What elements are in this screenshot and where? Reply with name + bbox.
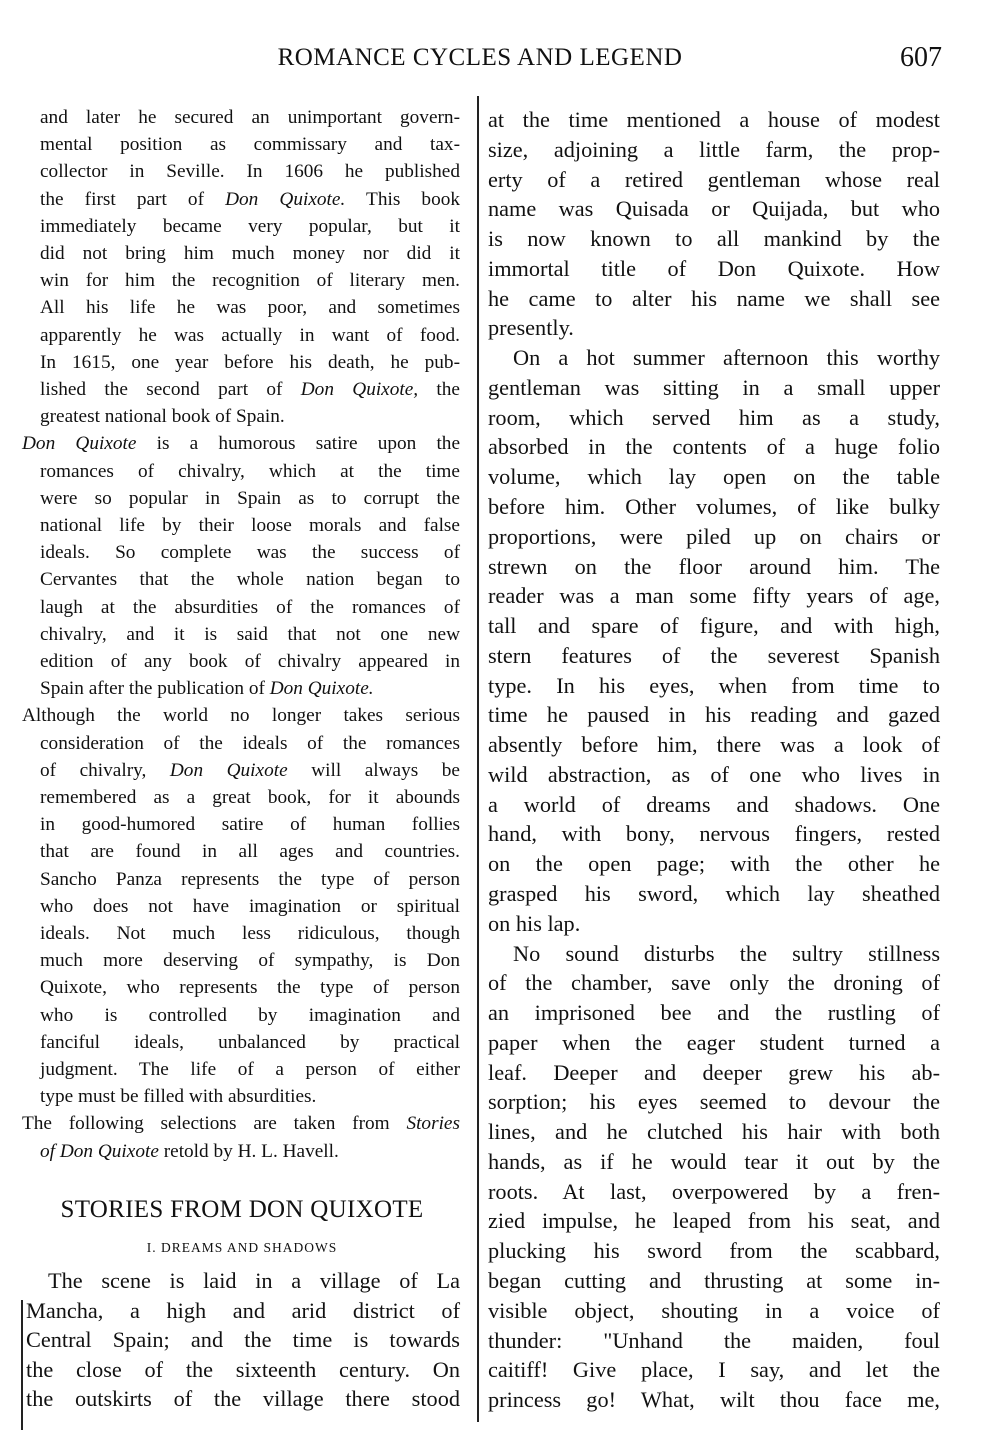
text-segment: presently.: [488, 315, 574, 341]
text-line: [488, 1177, 940, 1207]
text-line: [40, 158, 460, 185]
text-segment: leaf. Deeper and deeper grew his ab-: [488, 1059, 940, 1085]
text-line: [488, 1266, 940, 1296]
text-segment: All his life he was poor, and sometimes: [40, 297, 460, 319]
text-segment: grasped his sword, which lay sheathed: [488, 881, 940, 907]
text-segment: began cutting and thrusting at some in-: [488, 1268, 940, 1294]
text-line: [488, 552, 940, 582]
text-line: [488, 968, 940, 998]
text-line: [488, 1385, 940, 1415]
text-line: [488, 909, 940, 939]
text-segment: This book: [345, 188, 460, 210]
text-line: [40, 240, 460, 267]
text-line: [488, 432, 940, 462]
text-segment: retold by H. L. Havell.: [158, 1140, 339, 1162]
text-line: [40, 675, 460, 702]
text-line: [40, 1138, 460, 1165]
text-line: [26, 1325, 460, 1355]
text-segment: fanciful ideals, unbalanced by practical: [40, 1031, 460, 1053]
text-segment: wild abstraction, as of one who lives in: [488, 761, 940, 787]
text-line: [488, 1058, 940, 1088]
italic-title: Don Quixote.: [225, 188, 346, 210]
text-segment: and later he secured an unimportant govern-: [40, 107, 460, 128]
running-title: ROMANCE CYCLES AND LEGEND: [277, 44, 683, 71]
text-line: [40, 811, 460, 838]
text-segment: zied impulse, he leaped from his seat, and: [488, 1208, 940, 1234]
text-segment: Quixote, who represents the type of person: [40, 977, 460, 999]
text-line: [40, 213, 460, 240]
italic-title: Don Quixote.: [269, 678, 374, 700]
text-segment: plucking his sword from the scabbard,: [488, 1238, 940, 1264]
text-segment: edition of any book of chivalry appeared in: [40, 651, 460, 672]
text-segment: No sound disturbs the sultry stillness: [513, 940, 940, 966]
text-segment: thunder: "Unhand the maiden, foul: [488, 1327, 940, 1353]
text-segment: Cervantes that the whole nation began to: [40, 569, 460, 591]
text-segment: win for him the recognition of literary men.: [40, 270, 460, 292]
text-line: [40, 1083, 460, 1110]
text-line: [488, 730, 940, 760]
text-segment: size, adjoining a little farm, the prop-: [488, 136, 940, 162]
text-line: [40, 1002, 460, 1029]
text-line: [488, 1296, 940, 1326]
text-line: [488, 462, 940, 492]
text-line: [488, 879, 940, 909]
text-line: [488, 581, 940, 611]
text-line: [48, 1266, 460, 1296]
text-segment: were so popular in Spain as to corrupt the: [40, 487, 460, 509]
text-segment: caitiff! Give place, I say, and let the: [488, 1357, 940, 1383]
text-line: [488, 313, 940, 343]
text-segment: before him. Other volumes, of like bulky: [488, 494, 940, 519]
text-line: [488, 135, 940, 165]
text-line: [488, 1355, 940, 1385]
italic-title: Don Quixote,: [300, 379, 419, 400]
text-line: [488, 998, 940, 1028]
text-segment: visible object, shouting in a voice of: [488, 1297, 940, 1323]
text-line: [40, 866, 460, 893]
text-segment: lished the second part of: [40, 379, 301, 400]
text-segment: name was Quisada or Quijada, but who: [488, 196, 940, 222]
text-segment: hands, as if he would tear it out by the: [488, 1148, 940, 1174]
text-segment: paper when the eager student turned a: [488, 1029, 940, 1055]
text-segment: is now known to all mankind by the: [488, 226, 940, 252]
text-line: [488, 1147, 940, 1177]
text-segment: volume, which lay open on the table: [488, 464, 940, 490]
section-title: STORIES FROM DON QUIXOTE: [60, 1196, 424, 1223]
text-line: [26, 1296, 460, 1326]
text-segment: tall and spare of figure, and with high,: [488, 613, 940, 639]
text-line: [40, 376, 460, 403]
text-segment: greatest national book of Spain.: [40, 406, 285, 428]
text-line: [40, 566, 460, 593]
text-line: [488, 790, 940, 820]
text-segment: romances of chivalry, which at the time: [40, 460, 460, 482]
text-segment: is a humorous satire upon the: [136, 433, 460, 455]
text-line: [488, 1028, 940, 1058]
text-segment: stern features of the severest Spanish: [488, 642, 940, 668]
text-line: [488, 641, 940, 671]
text-line: [40, 838, 460, 865]
text-segment: reader was a man some fifty years of age,: [488, 583, 940, 609]
page-number: 607: [900, 42, 942, 73]
text-line: [488, 1087, 940, 1117]
italic-title: Don Quixote: [169, 759, 288, 781]
text-line: [40, 621, 460, 648]
text-line: [40, 1056, 460, 1083]
text-segment: collector in Seville. In 1606 he published: [40, 161, 460, 183]
text-line: [488, 671, 940, 701]
text-segment: gentleman was sitting in a small upper: [488, 374, 940, 400]
text-line: [40, 186, 460, 213]
text-segment: immediately became very popular, but it: [40, 215, 460, 237]
text-segment: Although the world no longer takes serious: [22, 705, 460, 727]
text-segment: judgment. The life of a person of either: [40, 1059, 460, 1080]
text-segment: sorption; his eyes seemed to devour the: [488, 1089, 940, 1115]
text-segment: will always be: [287, 759, 460, 781]
text-line: [26, 1355, 460, 1385]
text-line: [488, 194, 940, 224]
text-line: [488, 849, 940, 879]
text-line: [40, 1029, 460, 1056]
text-segment: did not bring him much money nor did it: [40, 243, 460, 264]
text-line: [22, 1110, 460, 1137]
text-segment: hand, with bony, nervous fingers, rested: [488, 821, 940, 847]
text-segment: Mancha, a high and arid district of: [26, 1297, 460, 1323]
italic-title: Don Quixote: [22, 433, 137, 455]
text-line: [488, 522, 940, 552]
text-line: [40, 458, 460, 485]
text-segment: consideration of the ideals of the romances: [40, 732, 460, 754]
text-line: [26, 1384, 460, 1414]
text-segment: strewn on the floor around him. The: [488, 553, 940, 579]
text-line: [513, 343, 940, 373]
text-line: [488, 492, 940, 522]
text-line: [40, 403, 460, 430]
text-line: [40, 920, 460, 947]
text-line: [488, 1117, 940, 1147]
text-line: [40, 730, 460, 757]
text-line: [40, 322, 460, 349]
text-segment: chivalry, and it is said that not one new: [40, 623, 460, 645]
text-line: [488, 611, 940, 641]
text-segment: ideals. Not much less ridiculous, though: [40, 923, 460, 944]
italic-title: of Don Quixote: [40, 1140, 159, 1162]
text-segment: lines, and he clutched his hair with both: [488, 1119, 940, 1145]
italic-title: Stories: [406, 1113, 460, 1135]
text-segment: absently before him, there was a look of: [488, 732, 940, 758]
text-line: [40, 974, 460, 1001]
text-segment: he came to alter his name we shall see: [488, 285, 940, 311]
text-segment: a world of dreams and shadows. One: [488, 791, 940, 817]
text-segment: apparently he was actually in want of food.: [40, 324, 460, 346]
text-line: [488, 224, 940, 254]
text-segment: The scene is laid in a village of La: [48, 1268, 460, 1293]
text-segment: the close of the sixteenth century. On: [26, 1356, 460, 1382]
text-line: [40, 512, 460, 539]
text-line: [40, 757, 460, 784]
text-segment: In 1615, one year before his death, he pub-: [40, 351, 460, 373]
text-line: [513, 939, 940, 969]
text-line: [40, 594, 460, 621]
text-segment: laugh at the absurdities of the romances of: [40, 596, 460, 618]
text-line: [488, 819, 940, 849]
text-line: [488, 165, 940, 195]
text-segment: proportions, were piled up on chairs or: [488, 523, 940, 549]
text-line: [40, 485, 460, 512]
text-segment: much more deserving of sympathy, is Don: [40, 950, 460, 972]
text-line: [40, 131, 460, 158]
text-line: [488, 1236, 940, 1266]
text-line: [40, 349, 460, 376]
text-line: [40, 294, 460, 321]
text-segment: erty of a retired gentleman whose real: [488, 166, 940, 192]
text-segment: at the time mentioned a house of modest: [488, 107, 940, 132]
text-segment: who does not have imagination or spiritual: [40, 895, 460, 917]
margin-rule: [21, 1300, 23, 1430]
text-segment: type must be filled with absurdities.: [40, 1086, 317, 1108]
column-rule: [477, 96, 479, 1422]
text-segment: mental position as commissary and tax-: [40, 134, 460, 156]
text-segment: the outskirts of the village there stood: [26, 1386, 460, 1411]
text-line: [40, 947, 460, 974]
text-line: [488, 254, 940, 284]
text-line: [40, 104, 460, 131]
text-segment: type. In his eyes, when from time to: [488, 672, 940, 698]
text-segment: the: [418, 379, 460, 400]
text-segment: ideals. So complete was the success of: [40, 542, 460, 564]
text-line: [40, 267, 460, 294]
text-segment: the first part of: [40, 188, 226, 210]
text-segment: Central Spain; and the time is towards: [26, 1327, 460, 1352]
text-segment: of chivalry,: [40, 759, 170, 781]
text-segment: absorbed in the contents of a huge folio: [488, 434, 940, 460]
text-segment: an imprisoned bee and the rustling of: [488, 1000, 940, 1026]
text-line: [488, 1206, 940, 1236]
text-line: [40, 784, 460, 811]
text-segment: in good-humored satire of human follies: [40, 814, 460, 836]
text-segment: Sancho Panza represents the type of person: [40, 868, 460, 890]
text-line: [488, 105, 940, 135]
text-segment: The following selections are taken from: [22, 1113, 407, 1135]
text-segment: On a hot summer afternoon this worthy: [513, 345, 940, 371]
text-segment: on the open page; with the other he: [488, 851, 940, 877]
text-segment: remembered as a great book, for it abounds: [40, 787, 460, 808]
text-line: [488, 373, 940, 403]
text-segment: princess go! What, wilt thou face me,: [488, 1387, 940, 1413]
text-line: [488, 403, 940, 433]
text-line: [488, 700, 940, 730]
text-segment: room, which served him as a study,: [488, 404, 940, 430]
text-segment: on his lap.: [488, 910, 581, 936]
text-segment: who is controlled by imagination and: [40, 1004, 460, 1026]
text-segment: roots. At last, overpowered by a fren-: [488, 1178, 940, 1204]
text-line: [22, 430, 460, 457]
text-line: [22, 702, 460, 729]
section-subtitle: I. DREAMS AND SHADOWS: [146, 1240, 338, 1255]
text-segment: time he paused in his reading and gazed: [488, 702, 940, 728]
text-segment: that are found in all ages and countries.: [40, 841, 460, 863]
text-segment: Spain after the publication of: [40, 678, 270, 700]
text-segment: national life by their loose morals and false: [40, 515, 460, 536]
text-line: [40, 648, 460, 675]
text-line: [488, 1326, 940, 1356]
text-line: [488, 284, 940, 314]
text-line: [40, 539, 460, 566]
text-segment: of the chamber, save only the droning of: [488, 970, 940, 996]
text-line: [40, 893, 460, 920]
text-line: [488, 760, 940, 790]
text-segment: immortal title of Don Quixote. How: [488, 255, 940, 281]
